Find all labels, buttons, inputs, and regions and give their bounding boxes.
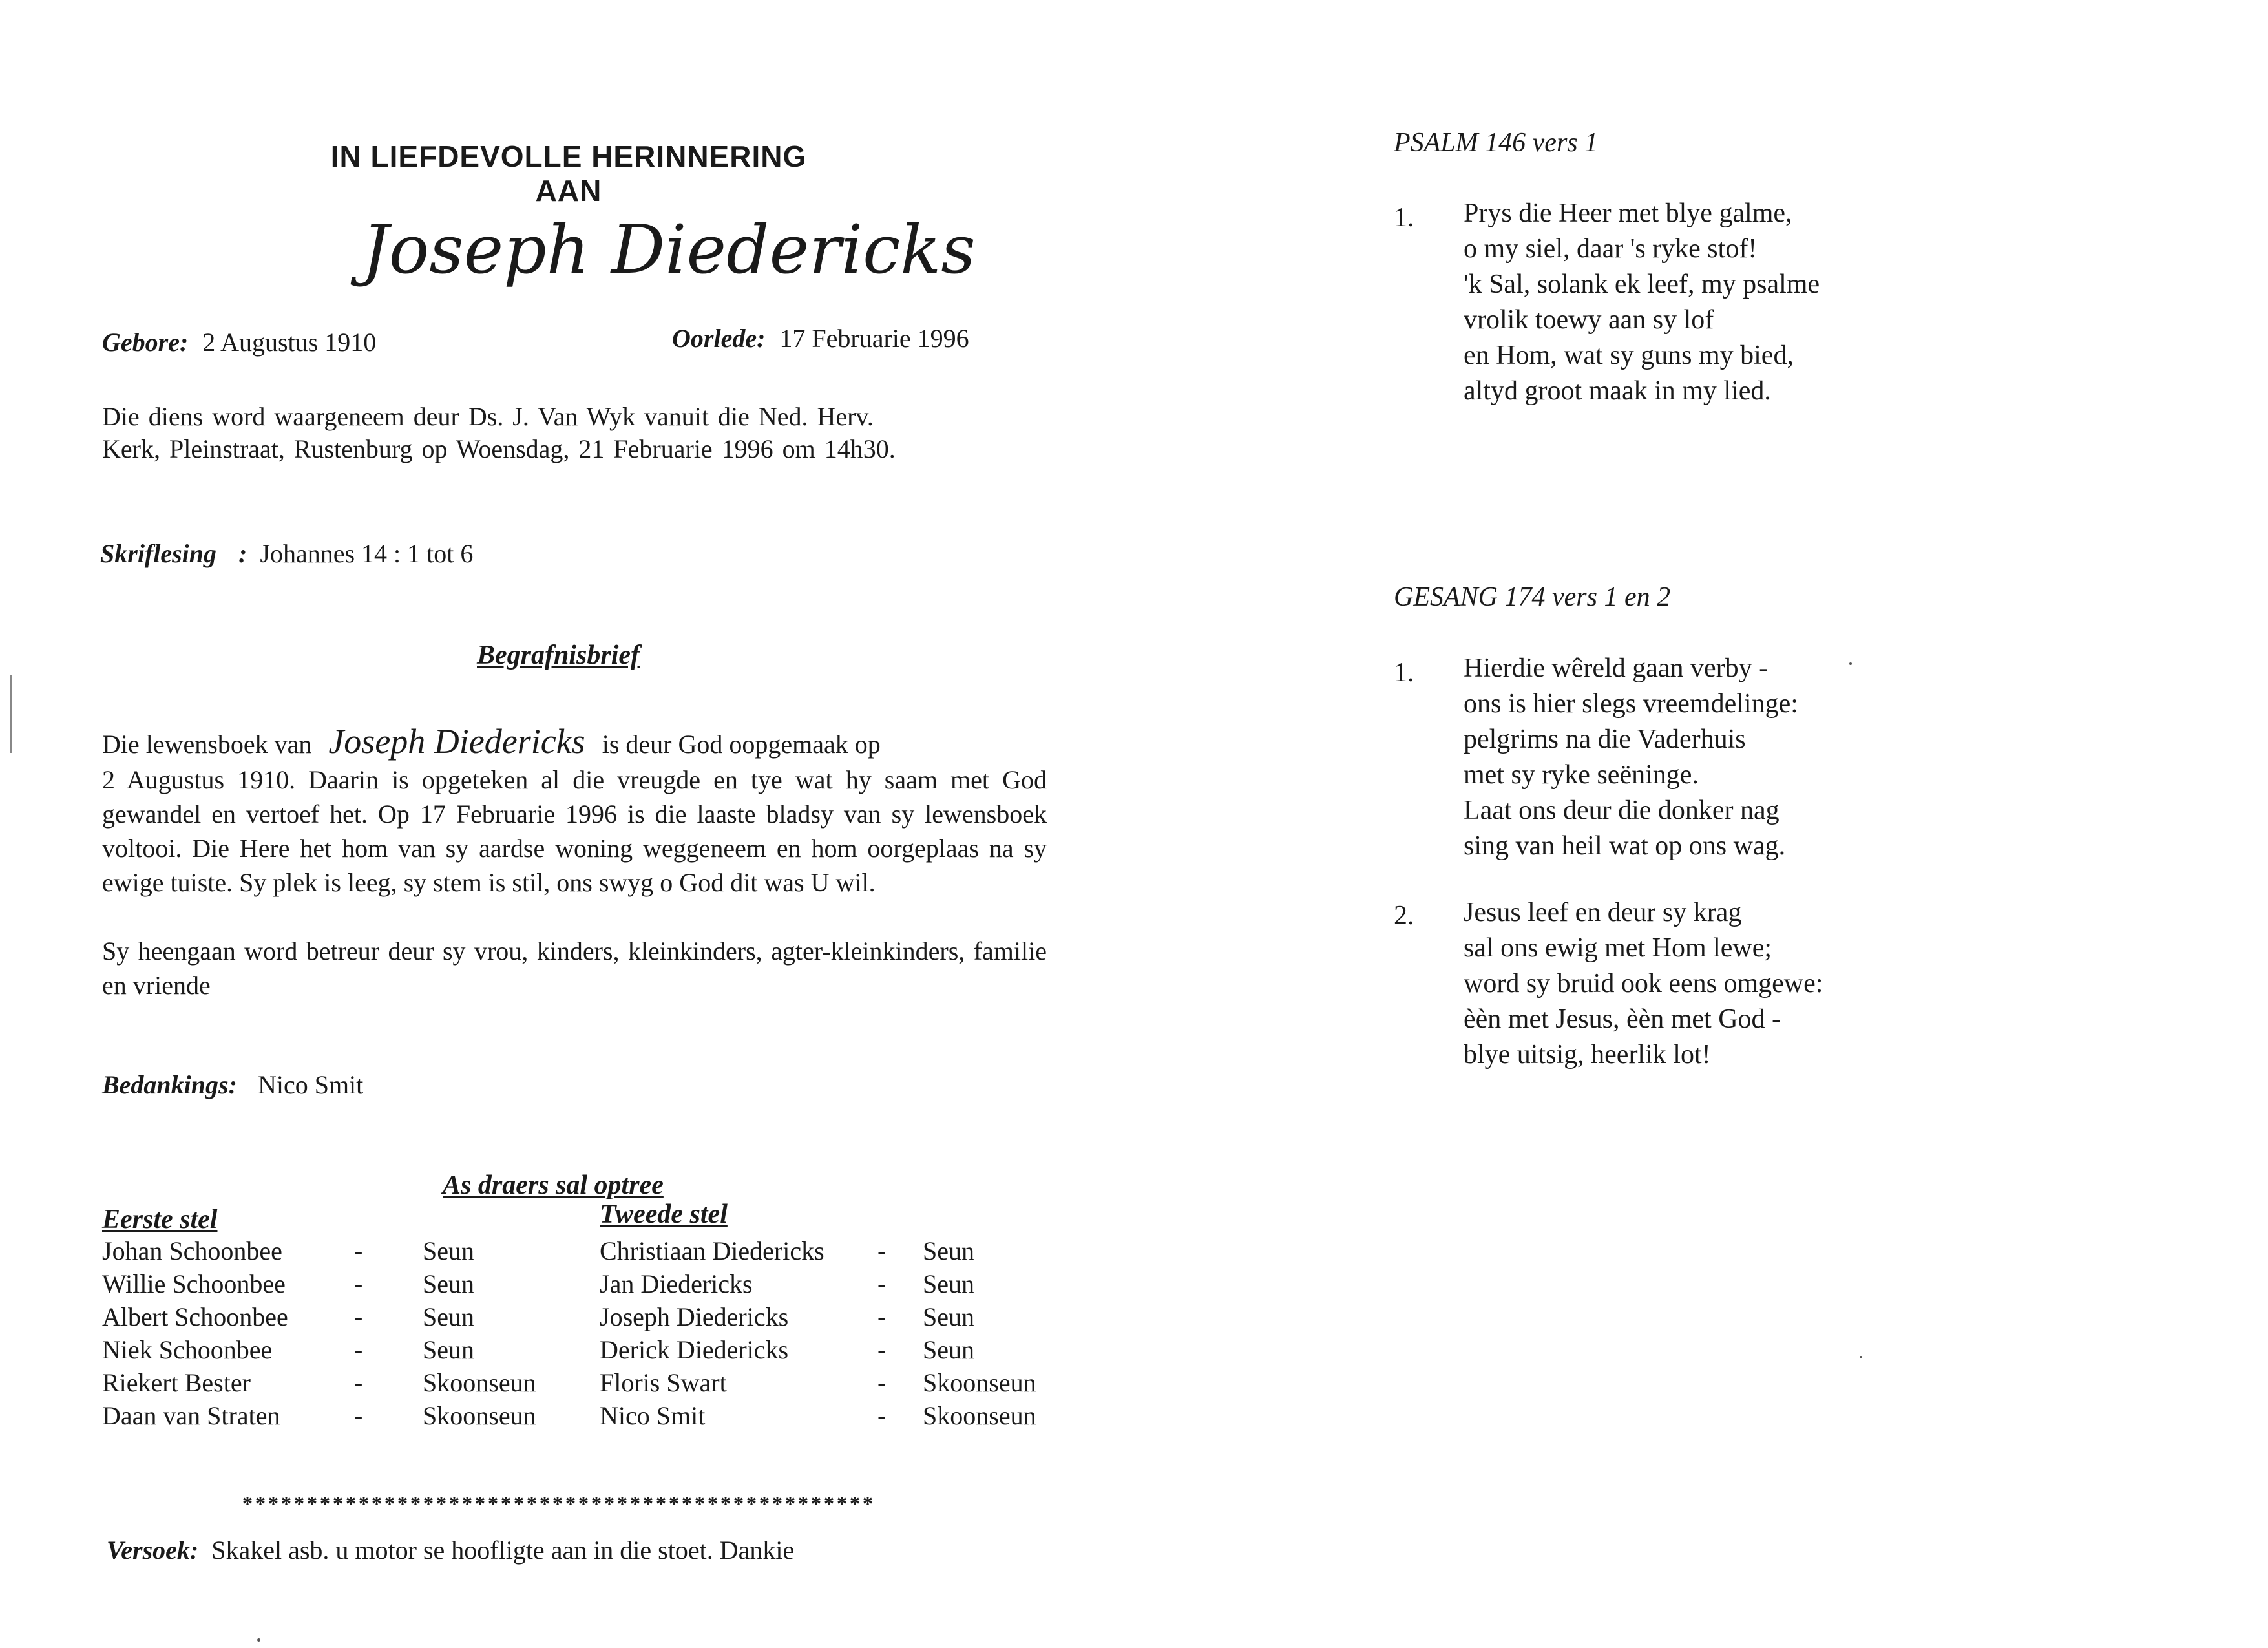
bearer-rel2: Seun — [923, 1269, 974, 1298]
died-value: 17 Februarie 1996 — [779, 324, 969, 353]
bearer-rel1: Skoonseun — [423, 1401, 536, 1430]
table-row — [102, 1236, 1071, 1269]
scan-speck — [1849, 662, 1852, 665]
reading-line: Skriflesing : Johannes 14 : 1 tot 6 — [100, 539, 474, 568]
bearer-dash2: - — [877, 1302, 887, 1331]
scan-edge-mark — [10, 675, 12, 753]
psalm-verse-text: Prys die Heer met blye galme, o my siel, daar 's ryke stof! 'k Sal, solank ek leef, my psalme vrolik toewy aan sy lof en Hom, wat sy guns my bied, altyd groot maak in my lied. — [1464, 198, 1820, 406]
bearer-rel1: Seun — [423, 1269, 474, 1298]
psalm-title: PSALM 146 vers 1 — [1394, 128, 1599, 158]
separator-stars: ************************************************* — [242, 1492, 876, 1515]
bearer-rel2: Seun — [923, 1236, 974, 1265]
table-row — [102, 1400, 1071, 1433]
heading-line-1: IN LIEFDEVOLLE HERINNERING — [330, 140, 807, 173]
reading-value: Johannes 14 : 1 tot 6 — [260, 539, 474, 568]
bearer-name2: Jan Diedericks — [600, 1269, 753, 1298]
bearer-name1: Riekert Bester — [102, 1368, 251, 1397]
letter-body-2: Sy heengaan word betreur deur sy vrou, kinders, kleinkinders, agter-kleinkinders, familie en vriende — [102, 936, 1047, 1000]
gesang-verse-1-number: 1. — [1394, 658, 1414, 688]
bearer-dash1: - — [354, 1269, 363, 1298]
letter-intro: Die lewensboek van — [102, 730, 312, 759]
request-line: Versoek: Skakel asb. u motor se hoofligte aan in die stoet. Dankie — [107, 1536, 795, 1565]
bearer-dash1: - — [354, 1368, 363, 1397]
born-label: Gebore — [102, 328, 180, 357]
bearer-name1: Daan van Straten — [102, 1401, 280, 1430]
bearer-rel2: Skoonseun — [923, 1401, 1036, 1430]
bearer-dash2: - — [877, 1236, 887, 1265]
heading-line-2: AAN — [535, 174, 602, 207]
bearer-name1: Niek Schoonbee — [102, 1335, 273, 1364]
bearer-name2: Nico Smit — [600, 1401, 706, 1430]
died-line: Oorlede: 17 Februarie 1996 — [672, 324, 969, 353]
letter-after-name: is deur God oopgemaak op — [602, 730, 881, 759]
bearer-dash1: - — [354, 1236, 363, 1265]
bearer-name2: Derick Diedericks — [600, 1335, 789, 1364]
first-set-label: Eerste stel — [102, 1205, 218, 1234]
bearer-rel2: Skoonseun — [923, 1368, 1036, 1397]
bearer-rel2: Seun — [923, 1302, 974, 1331]
born-value: 2 Augustus 1910 — [202, 328, 377, 357]
bearer-dash2: - — [877, 1269, 887, 1298]
born-line: Gebore: 2 Augustus 1910 — [102, 328, 377, 357]
gesang-verse-1-text: Hierdie wêreld gaan verby - ons is hier slegs vreemdelinge: pelgrims na die Vaderhuis met sy ryke seëninge. Laat ons deur die donker nag sing van heil wat op ons wag. — [1464, 653, 1798, 861]
bearer-rel1: Skoonseun — [423, 1368, 536, 1397]
service-line-2: Kerk, Pleinstraat, Rustenburg op Woensdag, 21 Februarie 1996 om 14h30. — [102, 434, 896, 463]
bearer-name2: Christiaan Diedericks — [600, 1236, 824, 1265]
bearer-rel1: Seun — [423, 1236, 474, 1265]
bearer-name2: Joseph Diedericks — [600, 1302, 789, 1331]
letter-first-line — [102, 724, 1049, 762]
bearer-dash1: - — [354, 1401, 363, 1430]
table-row — [102, 1335, 1071, 1368]
request-label: Versoek — [107, 1536, 190, 1565]
scan-speck — [1860, 1356, 1862, 1358]
bearer-name1: Johan Schoonbee — [102, 1236, 282, 1265]
bearer-dash2: - — [877, 1368, 887, 1397]
bearer-dash2: - — [877, 1401, 887, 1430]
bearer-name1: Albert Schoonbee — [102, 1302, 288, 1331]
bearer-rel1: Seun — [423, 1302, 474, 1331]
table-row — [102, 1269, 1071, 1302]
scan-speck — [257, 1638, 260, 1642]
table-row — [102, 1302, 1071, 1335]
signature-name: Joseph Diedericks — [362, 210, 976, 289]
bearer-name2: Floris Swart — [600, 1368, 727, 1397]
second-set-label: Tweede stel — [600, 1199, 728, 1229]
letter-body: 2 Augustus 1910. Daarin is opgeteken al die vreugde en tye wat hy saam met God gewandel en vertoef het. Op 17 Februarie 1996 is die laaste bladsy van sy lewensboek voltooi. Die Here het hom van sy aardse woning weggeneem en hom oorgeplaas na sy ewige tuiste. Sy plek is leeg, sy stem is stil, ons swyg o God dit was U wil. — [102, 765, 1047, 897]
gesang-verse-2-number: 2. — [1394, 901, 1414, 931]
reading-label: Skriflesing — [100, 539, 217, 568]
died-label: Oorlede — [672, 324, 757, 353]
bearers-table — [102, 1236, 1071, 1433]
letter-title: Begrafnisbrief — [477, 640, 640, 670]
bearer-rel1: Seun — [423, 1335, 474, 1364]
bearer-rel2: Seun — [923, 1335, 974, 1364]
gesang-title: GESANG 174 vers 1 en 2 — [1394, 582, 1671, 612]
request-value: Skakel asb. u motor se hoofligte aan in die stoet. Dankie — [211, 1536, 795, 1565]
bearer-dash2: - — [877, 1335, 887, 1364]
bearers-title: As draers sal optree — [443, 1170, 664, 1200]
bearer-dash1: - — [354, 1302, 363, 1331]
psalm-verse-number: 1. — [1394, 203, 1414, 233]
bearer-dash1: - — [354, 1335, 363, 1364]
service-line-1: Die diens word waargeneem deur Ds. J. Van Wyk vanuit die Ned. Herv. — [102, 402, 874, 431]
thanks-line: Bedankings: Nico Smit — [102, 1070, 364, 1099]
thanks-label: Bedankings — [102, 1070, 229, 1099]
table-row — [102, 1368, 1071, 1400]
thanks-value: Nico Smit — [257, 1070, 364, 1099]
bearer-name1: Willie Schoonbee — [102, 1269, 286, 1298]
gesang-verse-2-text: Jesus leef en deur sy krag sal ons ewig met Hom lewe; word sy bruid ook eens omgewe: èèn met Jesus, èèn met God - blye uitsig, heerlik lot! — [1464, 898, 1823, 1070]
letter-name: Joseph Diedericks — [328, 722, 585, 761]
